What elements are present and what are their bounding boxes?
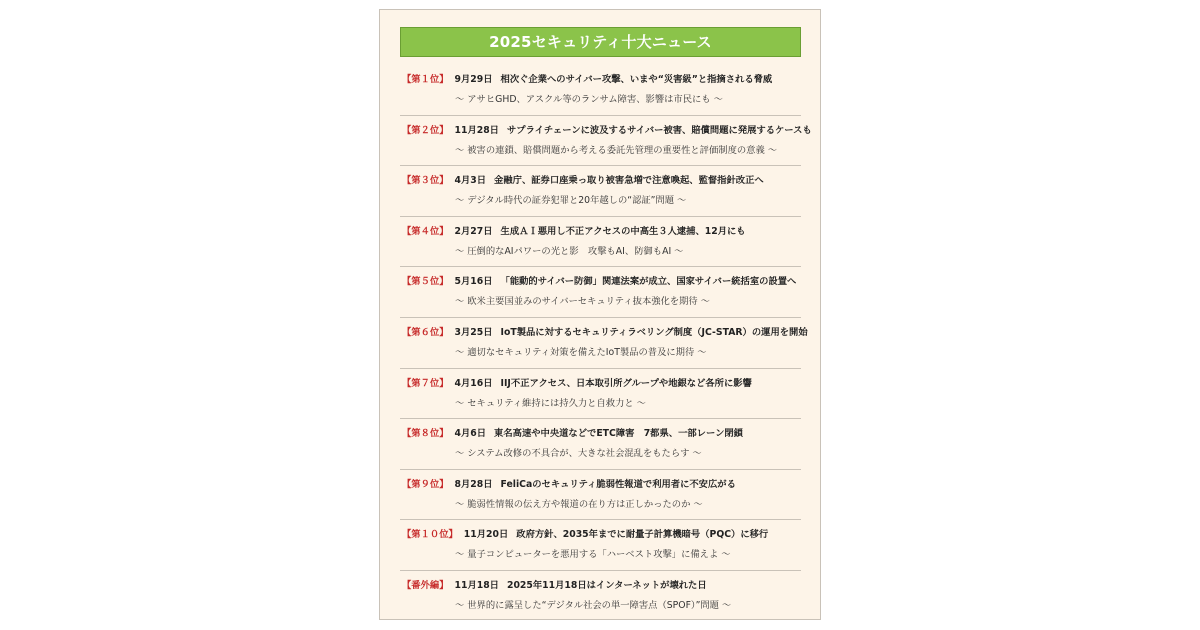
news-subtitle: ～ デジタル時代の証券犯罪と20年越しの“認証”問題 ～	[455, 195, 687, 207]
news-card	[379, 9, 821, 620]
page-title: 2025セキュリティ十大ニュース	[400, 27, 801, 57]
rank-label: 【第２位】	[402, 124, 449, 136]
news-date: 11月28日	[454, 124, 499, 136]
news-item[interactable]	[400, 65, 801, 116]
news-item[interactable]	[400, 318, 808, 369]
news-subtitle: ～ 世界的に露呈した“デジタル社会の単一障害点（SPOF）”問題 ～	[455, 599, 732, 611]
rank-label: 【番外編】	[402, 579, 449, 591]
news-date: 3月25日	[454, 326, 493, 338]
news-subtitle: ～ セキュリティ維持には持久力と自救力と ～	[455, 397, 646, 409]
rank-label: 【第１位】	[402, 74, 449, 85]
news-date: 11月18日	[454, 579, 499, 591]
news-date: 2月27日	[454, 225, 493, 237]
news-date: 9月29日	[454, 74, 493, 85]
news-date: 4月16日	[454, 377, 493, 389]
rank-label: 【第８位】	[402, 428, 449, 440]
news-item[interactable]	[400, 470, 801, 521]
news-date: 4月6日	[454, 428, 487, 440]
news-headline: FeliCaのセキュリティ脆弱性報道で利用者に不安広がる	[500, 478, 736, 490]
news-item[interactable]	[400, 267, 801, 318]
news-date: 5月16日	[454, 276, 493, 288]
news-subtitle: ～ 欧米主要国並みのサイバーセキュリティ抜本強化を期待 ～	[455, 296, 710, 308]
news-item[interactable]	[400, 571, 801, 622]
news-item[interactable]	[400, 369, 801, 420]
news-item[interactable]	[400, 419, 801, 470]
news-headline: 相次ぐ企業へのサイバー攻撃、いまや“災害級”と指摘される脅威	[500, 74, 773, 85]
news-date: 8月28日	[454, 478, 493, 490]
news-headline: 東名高速や中央道などでETC障害 7都県、一部レーン閉鎖	[494, 428, 743, 440]
news-headline: 生成ＡＩ悪用し不正アクセスの中高生３人逮捕、12月にも	[500, 225, 746, 237]
news-subtitle: ～ システム改修の不具合が、大きな社会混乱をもたらす ～	[455, 448, 702, 460]
news-headline: 政府方針、2035年までに耐量子計算機暗号（PQC）に移行	[516, 529, 769, 541]
news-headline: IIJ不正アクセス、日本取引所グループや地銀など各所に影響	[500, 377, 752, 389]
news-subtitle: ～ 脆弱性情報の伝え方や報道の在り方は正しかったのか ～	[455, 498, 703, 510]
news-item[interactable]	[400, 166, 801, 217]
news-subtitle: ～ アサヒGHD、アスクル等のランサム障害、影響は市民にも ～	[455, 94, 723, 105]
rank-label: 【第５位】	[402, 276, 449, 288]
news-subtitle: ～ 適切なセキュリティ対策を備えたIoT製品の普及に期待 ～	[455, 346, 707, 358]
news-headline: 2025年11月18日はインターネットが壊れた日	[506, 579, 707, 591]
news-subtitle: ～ 量子コンピューターを悪用する「ハーベスト攻撃」に備えよ ～	[455, 549, 731, 561]
news-headline: サプライチェーンに波及するサイバー被害、賠償問題に発展するケースも	[506, 124, 812, 136]
rank-label: 【第７位】	[402, 377, 449, 389]
news-headline: IoT製品に対するセキュリティラベリング制度（JC-STAR）の運用を開始	[500, 326, 808, 338]
news-item[interactable]	[400, 217, 801, 268]
news-headline: 金融庁、証券口座乗っ取り被害急増で注意喚起、監督指針改正へ	[494, 175, 764, 187]
rank-label: 【第３位】	[402, 175, 449, 187]
news-item[interactable]	[400, 116, 812, 167]
rank-label: 【第６位】	[402, 326, 449, 338]
news-headline: 「能動的サイバー防御」関連法案が成立、国家サイバー統括室の設置へ	[500, 276, 797, 288]
news-date: 11月20日	[463, 529, 509, 541]
news-subtitle: ～ 被害の連鎖、賠償問題から考える委託先管理の重要性と評価制度の意義 ～	[455, 144, 778, 156]
news-subtitle: ～ 圧倒的なAIパワーの光と影 攻撃もAI、防御もAI ～	[455, 245, 684, 257]
rank-label: 【第９位】	[402, 478, 449, 490]
news-item[interactable]	[400, 520, 801, 571]
news-list	[400, 65, 812, 622]
rank-label: 【第１０位】	[402, 529, 458, 541]
rank-label: 【第４位】	[402, 225, 449, 237]
news-date: 4月3日	[454, 175, 487, 187]
